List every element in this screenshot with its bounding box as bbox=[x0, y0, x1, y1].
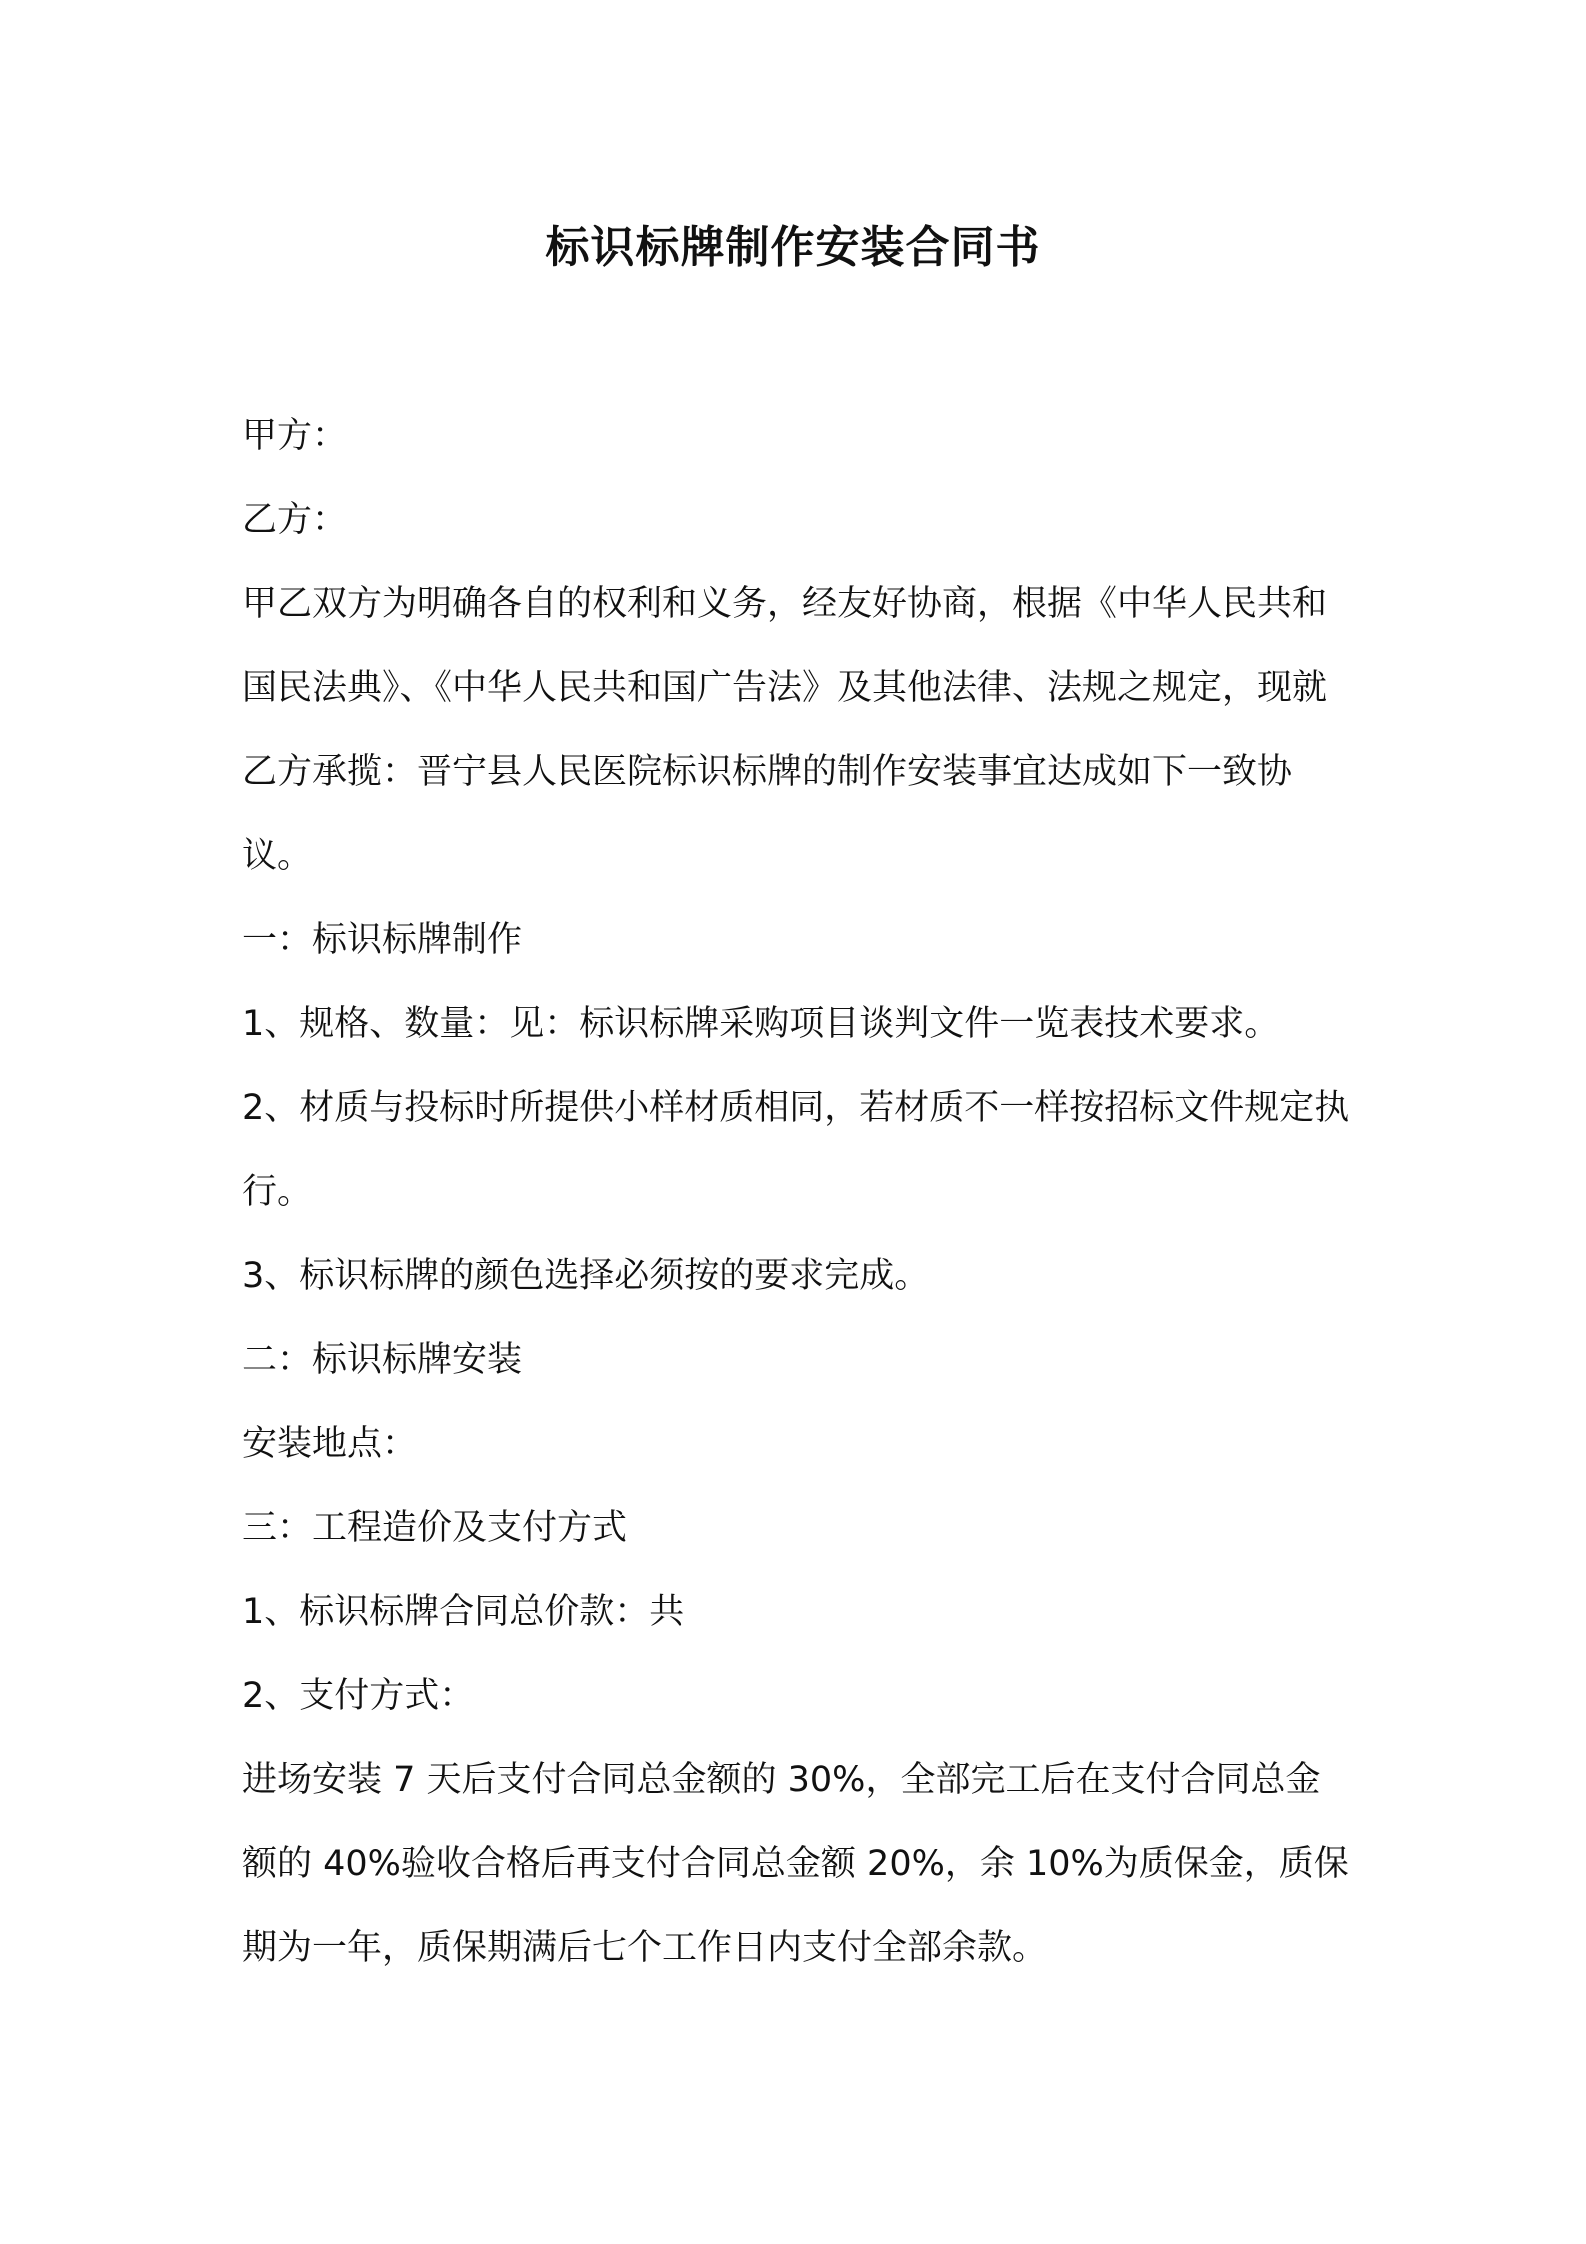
payment-item-total: 1、标识标牌合同总价款：共 bbox=[242, 1592, 685, 1632]
section-heading-installation: 二：标识标牌安装 bbox=[242, 1340, 523, 1380]
production-item-color: 3、标识标牌的颜色选择必须按的要求完成。 bbox=[242, 1256, 930, 1296]
installation-item-location: 安装地点： bbox=[242, 1424, 418, 1464]
payment-terms-paragraph: 进场安装 7 天后支付合同总金额的 30%，全部完工后在支付合同总金额的 40%验收合格后再支付合同总金额 20%，余 10%为质保金，质保期为一年，质保期满后七个工作日内支付全部余款。 bbox=[242, 1760, 1349, 1968]
section-heading-payment: 三：工程造价及支付方式 bbox=[242, 1508, 628, 1548]
section-heading-production: 一：标识标牌制作 bbox=[242, 920, 523, 960]
intro-paragraph: 甲乙双方为明确各自的权利和义务，经友好协商，根据《中华人民共和国民法典》、《中华人民共和国广告法》及其他法律、法规之规定，现就乙方承揽：晋宁县人民医院标识标牌的制作安装事宜达成如下一致协议。 bbox=[242, 584, 1328, 876]
document-title: 标识标牌制作安装合同书 bbox=[545, 222, 1041, 273]
production-item-material: 2、材质与投标时所提供小样材质相同，若材质不一样按招标文件规定执行。 bbox=[242, 1088, 1350, 1212]
production-item-spec: 1、规格、数量：见：标识标牌采购项目谈判文件一览表技术要求。 bbox=[242, 1004, 1280, 1044]
party-b-line: 乙方： bbox=[242, 500, 348, 540]
party-a-line: 甲方： bbox=[242, 416, 348, 456]
payment-item-method: 2、支付方式： bbox=[242, 1676, 475, 1716]
document-body bbox=[242, 394, 1354, 1990]
